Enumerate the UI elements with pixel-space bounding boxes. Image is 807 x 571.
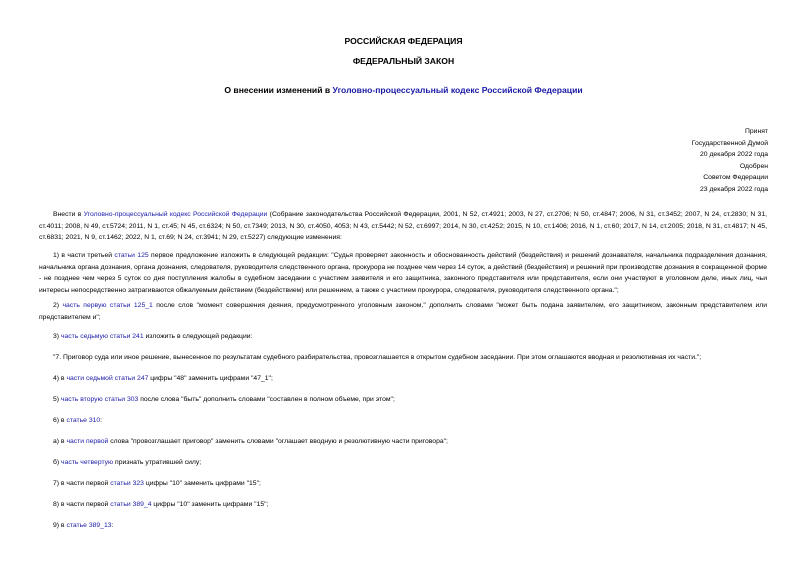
- item-6b-text: признать утратившей силу;: [113, 459, 202, 466]
- intro-code-link[interactable]: Уголовно-процессуальный кодекс Российской Федерации: [83, 211, 268, 218]
- item-1-prefix: 1) в части третьей: [53, 252, 115, 259]
- item-2: [39, 300, 767, 323]
- item-3-link[interactable]: часть седьмую статьи 241: [60, 333, 144, 340]
- item-1: [39, 250, 767, 296]
- item-2-link[interactable]: часть первую статьи 125_1: [62, 302, 153, 309]
- law-title: [0, 85, 807, 95]
- item-7-prefix: 7) в части первой: [53, 480, 111, 487]
- item-4-prefix: 4) в: [53, 375, 67, 382]
- item-8-prefix: 8) в части первой: [53, 501, 111, 508]
- code-title-link[interactable]: Уголовно-процессуальный кодекс Российской Федерации: [332, 85, 583, 95]
- item-6a: [39, 436, 767, 448]
- intro-prefix: Внести в: [53, 211, 84, 218]
- item-5-text: после слова "быть" дополнить словами "составлен в полном объеме, при этом";: [138, 396, 395, 403]
- item-6a-prefix: а) в: [53, 438, 67, 445]
- item-4-link[interactable]: части седьмой статьи 247: [66, 375, 149, 382]
- item-6b-prefix: б): [53, 459, 62, 466]
- approved-date: 23 декабря 2022 года: [700, 185, 768, 193]
- item-5: [39, 394, 767, 406]
- item-3-text: изложить в следующей редакции:: [143, 333, 253, 340]
- item-2-text: после слов "момент совершения деяния, предусмотренного уголовным законом," дополнить словами "может быть подана заявителем, его защитником, законным представителем или представителем и";: [39, 302, 768, 321]
- accepted-by: Государственной Думой: [691, 139, 768, 147]
- item-4-text: цифры "48" заменить цифрами "47_1";: [148, 375, 273, 382]
- item-7-text: цифры "10" заменить цифрами "15";: [143, 480, 261, 487]
- item-6-link[interactable]: статье 310: [66, 417, 101, 424]
- law-type-heading: ФЕДЕРАЛЬНЫЙ ЗАКОН: [352, 56, 455, 66]
- item-6b: [39, 457, 767, 469]
- item-5-prefix: 5): [53, 396, 61, 403]
- item-6b-link[interactable]: часть четвертую: [61, 459, 114, 466]
- item-6a-text: слова "провозглашает приговор" заменить словами "оглашает вводную и резолютивную части приговора";: [108, 438, 448, 445]
- intro-text: (Собрание законодательства Российской Федерации, 2001, N 52, ст.4921; 2003, N 27, ст.2706; N 50, ст.4847; 2006, N 31, ст.3452; 2007, N 24, ст.2830; N 31, ст.4011; 2008, N 49, ст.5724; 2011, N 1, ст.45; N 45, ст.6324; N 50, ст.7349; 2013, N 30, ст.4050, 4053; N 43, ст.5442; N 52, ст.6997; 2014, N 30, ст.4252; 2015, N 10, ст.1406; 2016, N 1, ст.60; 2017, N 14, ст.2005; 2018, N 31, ст.4817; N 45, ст.6831; 2021, N 9, ст.1462; 2022, N 1, ст.69; N 24, ст.3941; N 29, ст.5227) следующие изменения:: [39, 211, 767, 242]
- item-3-quote: "7. Приговор суда или иное решение, вынесенное по результатам судебного разбирательства, провозглашается в открытом судебном заседании. При этом оглашаются вводная и резолютивная их части.";: [53, 354, 702, 361]
- item-9-link[interactable]: статье 389_13: [66, 522, 112, 529]
- item-6-prefix: 6) в: [53, 417, 67, 424]
- item-1-link[interactable]: статьи 125: [114, 252, 149, 259]
- accepted-date: 20 декабря 2022 года: [700, 151, 768, 158]
- item-2-prefix: 2): [53, 302, 63, 309]
- acceptance-block: [692, 126, 768, 195]
- item-3-prefix: 3): [53, 333, 61, 340]
- item-6: [39, 415, 767, 427]
- item-7: [39, 478, 767, 490]
- item-4: [39, 373, 767, 385]
- item-6-text: :: [100, 417, 103, 424]
- item-5-link[interactable]: часть вторую статьи 303: [60, 396, 139, 403]
- item-7-link[interactable]: статьи 323: [110, 480, 144, 487]
- law-title-prefix: О внесении изменений в: [224, 85, 333, 95]
- item-8: [39, 499, 767, 511]
- item-9-prefix: 9) в: [53, 522, 67, 529]
- item-8-link[interactable]: статьи 389_4: [110, 501, 152, 508]
- approved-by: Советом Федерации: [703, 174, 768, 181]
- intro-paragraph: [39, 209, 767, 244]
- approved-label: Одобрен: [739, 162, 768, 170]
- item-3: [39, 331, 767, 343]
- item-8-text: цифры "10" заменить цифрами "15";: [151, 501, 269, 508]
- accepted-label: Принят: [744, 128, 768, 135]
- country-heading: РОССИЙСКАЯ ФЕДЕРАЦИЯ: [344, 36, 463, 46]
- item-6a-link[interactable]: части первой: [66, 438, 109, 445]
- item-9: [39, 520, 767, 532]
- item-1-text: первое предложение изложить в следующей редакции: "Судья проверяет законность и обоснованность действий (бездействия) и решений дознавателя, начальника подразделения дознания, начальника органа дознания, органа дознания, следователя, руководителя следственного органа, прокурора не позднее чем через 14 суток, а действий (бездействия) и решений при производстве дознания в сокращенной форме - не позднее чем через 5 суток со дня поступления жалобы в судебном заседании с участием заявителя и его защитника, законного представителя или представителя, если они участвуют в уголовном деле, иных лиц, чьи интересы непосредственно затрагиваются обжалуемым действием (бездействием) или решением, а также с участием прокурора, следователя, руководителя следственного органа.";: [39, 252, 767, 294]
- item-9-text: :: [111, 522, 114, 529]
